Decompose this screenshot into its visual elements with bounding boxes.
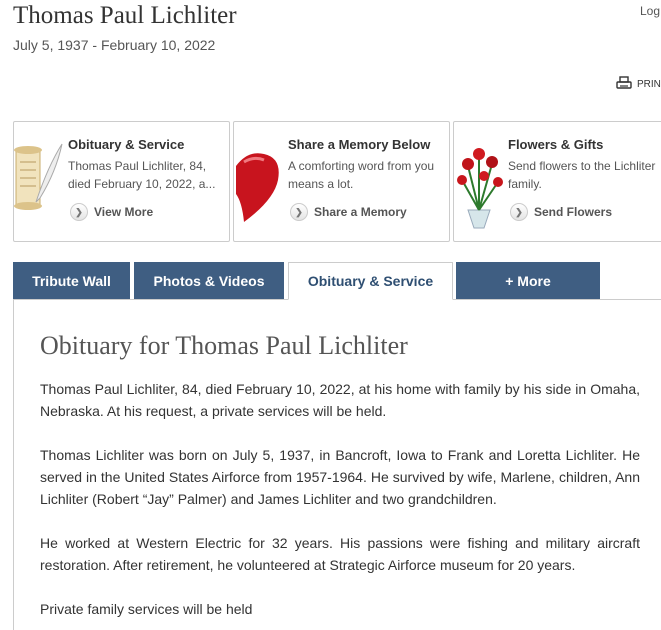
card-description: A comforting word from you means a lot. [288,159,435,191]
tab-obituary-service[interactable]: Obituary & Service [288,262,453,300]
tab-photos-videos[interactable]: Photos & Videos [134,262,284,299]
card-link-label: View More [94,205,154,219]
print-label: PRIN [637,79,661,90]
share-memory-button[interactable] [290,203,407,221]
card-link-label: Send Flowers [534,205,613,219]
tab-bar [13,262,661,300]
obituary-content [13,299,661,630]
view-more-button[interactable] [70,203,153,221]
obituary-paragraph: Thomas Lichliter was born on July 5, 1937, in Bancroft, Iowa to Frank and Loretta Lichliter. He served in the United States Airforce from 1957-1964. He survived by wife, Marlene, children, Ann Lichliter (Robert “Jay” Palmer) and James Lichliter and two grandchildren. [40,447,640,507]
login-link[interactable]: Log [640,4,661,18]
chevron-right-icon: ❯ [70,203,88,221]
memory-card[interactable] [233,121,450,242]
obituary-title: Obituary for Thomas Paul Lichliter [40,331,408,360]
card-title: Obituary & Service [68,137,185,152]
obituary-card[interactable] [13,121,230,242]
print-button[interactable] [616,76,661,93]
send-flowers-button[interactable] [510,203,612,221]
action-cards [13,121,661,242]
obituary-paragraph: Private family services will be held [40,601,253,617]
tab-tribute-wall[interactable]: Tribute Wall [13,262,130,299]
heart-icon [234,136,284,232]
tab-more[interactable]: + More [456,262,600,299]
card-description: Send flowers to the Lichliter family. [508,159,656,191]
card-description: Thomas Paul Lichliter, 84, died February 10, 2022, a... [68,159,216,191]
card-title: Share a Memory Below [288,137,431,152]
obituary-paragraph: Thomas Paul Lichliter, 84, died February 10, 2022, at his home with family by his side in Omaha, Nebraska. At his request, a private services will be held. [40,381,640,419]
chevron-right-icon: ❯ [510,203,528,221]
card-title: Flowers & Gifts [508,137,604,152]
card-link-label: Share a Memory [314,205,407,219]
roses-vase-icon [454,136,504,232]
printer-icon [616,76,632,93]
obituary-paragraph: He worked at Western Electric for 32 years. His passions were fishing and military aircraft restoration. After retirement, he volunteered at Strategic Airforce museum for 20 years. [40,535,640,573]
deceased-name: Thomas Paul Lichliter [13,2,237,29]
life-dates: July 5, 1937 - February 10, 2022 [13,37,216,53]
scroll-quill-icon [14,136,64,232]
chevron-right-icon: ❯ [290,203,308,221]
flowers-card[interactable] [453,121,661,242]
